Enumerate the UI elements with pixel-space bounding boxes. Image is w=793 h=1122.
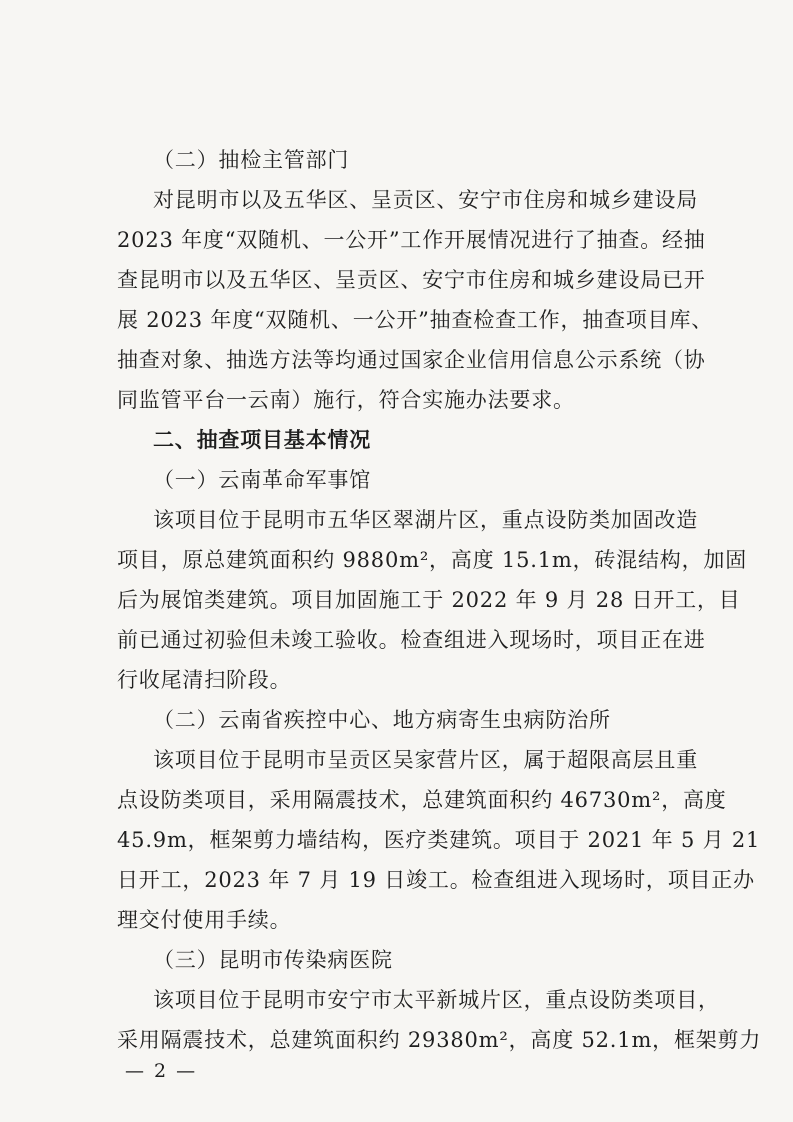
paragraph-line: 该项目位于昆明市五华区翠湖片区，重点设防类加固改造 bbox=[153, 508, 698, 532]
section-heading-project-overview: 二、抽查项目基本情况 bbox=[153, 428, 371, 452]
page-number: — 2 — bbox=[125, 1060, 198, 1082]
paragraph-line: 该项目位于昆明市安宁市太平新城片区，重点设防类项目， bbox=[153, 988, 720, 1012]
paragraph-line: 项目，原总建筑面积约 9880m²，高度 15.1m，砖混结构，加固 bbox=[117, 548, 747, 572]
paragraph-line: 2023 年度“双随机、一公开”工作开展情况进行了抽查。经抽 bbox=[117, 228, 706, 252]
paragraph-line: 前已通过初验但未竣工验收。检查组进入现场时，项目正在进 bbox=[117, 628, 706, 652]
paragraph-line: 行收尾清扫阶段。 bbox=[117, 668, 292, 692]
paragraph-line: 采用隔震技术，总建筑面积约 29380m²，高度 52.1m，框架剪力 bbox=[117, 1028, 762, 1052]
paragraph-line: 日开工，2023 年 7 月 19 日竣工。检查组进入现场时，项目正办 bbox=[117, 868, 755, 892]
paragraph-line: 对昆明市以及五华区、呈贡区、安宁市住房和城乡建设局 bbox=[153, 188, 698, 212]
paragraph-line: 45.9m，框架剪力墙结构，医疗类建筑。项目于 2021 年 5 月 21 bbox=[117, 828, 761, 852]
paragraph-line: 展 2023 年度“双随机、一公开”抽查检查工作，抽查项目库、 bbox=[117, 308, 714, 332]
paragraph-line: 查昆明市以及五华区、呈贡区、安宁市住房和城乡建设局已开 bbox=[117, 268, 706, 292]
section-heading-inspection-department: （二）抽检主管部门 bbox=[153, 148, 350, 172]
paragraph-line: 后为展馆类建筑。项目加固施工于 2022 年 9 月 28 日开工，目 bbox=[117, 588, 741, 612]
subsection-heading-cdc: （二）云南省疾控中心、地方病寄生虫病防治所 bbox=[153, 708, 611, 732]
paragraph-line: 抽查对象、抽选方法等均通过国家企业信用信息公示系统（协 bbox=[117, 348, 706, 372]
paragraph-line: 理交付使用手续。 bbox=[117, 908, 292, 932]
paragraph-line: 该项目位于昆明市呈贡区吴家营片区，属于超限高层且重 bbox=[153, 748, 698, 772]
subsection-heading-infectious-hospital: （三）昆明市传染病医院 bbox=[153, 948, 393, 972]
paragraph-line: 点设防类项目，采用隔震技术，总建筑面积约 46730m²，高度 bbox=[117, 788, 727, 812]
subsection-heading-military-museum: （一）云南革命军事馆 bbox=[153, 468, 371, 492]
paragraph-line: 同监管平台一云南）施行，符合实施办法要求。 bbox=[117, 388, 575, 412]
